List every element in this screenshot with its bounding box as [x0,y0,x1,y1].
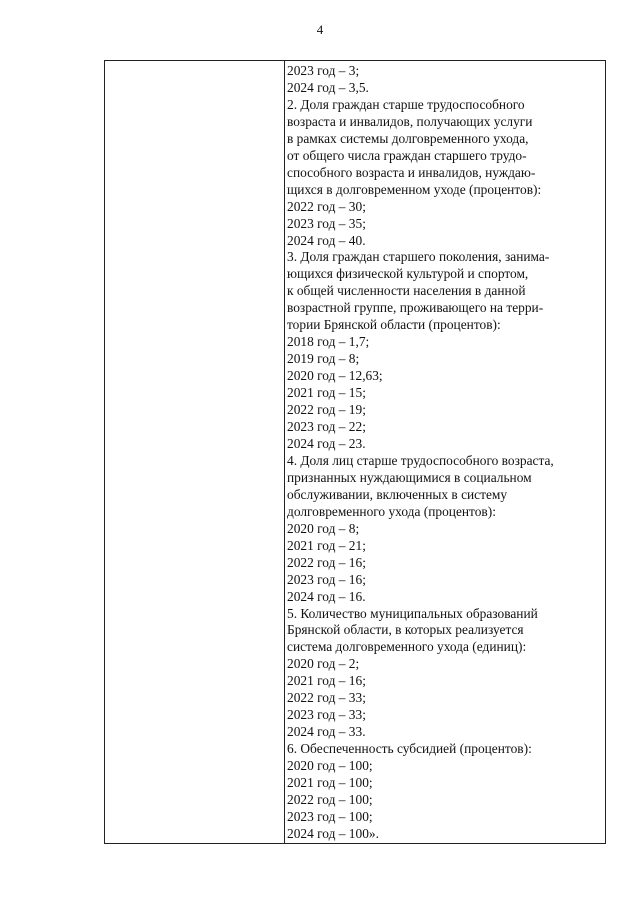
text-line: 2020 год – 8; [287,520,360,536]
text-line: в рамках системы долговременного ухода, [287,130,529,146]
text-line: 2024 год – 3,5. [287,79,369,95]
text-line: 2023 год – 16; [287,571,366,587]
text-line: 6. Обеспеченность субсидией (процентов): [287,741,532,757]
text-line: 5. Количество муниципальных образований [287,605,538,621]
text-line: 3. Доля граждан старшего поколения, занима- [287,249,550,265]
text-line: 2024 год – 23. [287,435,366,451]
text-line: 2022 год – 30; [287,198,366,214]
text-line: 2020 год – 12,63; [287,368,383,384]
document-table [104,60,606,844]
text-line: от общего числа граждан старшего трудо- [287,147,527,163]
text-line: к общей численности населения в данной [287,283,526,299]
text-line: 2023 год – 3; [287,63,360,78]
text-line: 2020 год – 100; [287,758,373,774]
text-line: 2021 год – 100; [287,775,373,791]
text-line: 2023 год – 33; [287,707,366,723]
text-line: возраста и инвалидов, получающих услуги [287,113,533,129]
text-line: 2024 год – 100». [287,825,379,841]
text-line: 2018 год – 1,7; [287,334,370,350]
text-line: Брянской области, в которых реализуется [287,622,524,638]
text-line: признанных нуждающимися в социальном [287,469,532,485]
text-line: 2024 год – 33. [287,724,366,740]
page-number: 4 [316,22,324,37]
text-line: обслуживании, включенных в систему [287,486,508,502]
text-line: ющихся физической культурой и спортом, [287,266,529,282]
text-line: 2020 год – 2; [287,656,360,672]
text-line: тории Брянской области (процентов): [287,317,501,333]
table-cell-right [285,61,605,843]
text-line: система долговременного ухода (единиц): [287,639,527,655]
text-line: способного возраста и инвалидов, нуждаю- [287,164,536,180]
text-line: 2022 год – 100; [287,791,373,807]
text-line: 4. Доля лиц старше трудоспособного возраста, [287,452,554,468]
text-line: 2021 год – 21; [287,537,366,553]
text-line: 2021 год – 16; [287,673,366,689]
text-line: 2023 год – 35; [287,215,366,231]
text-line: 2022 год – 19; [287,402,366,418]
text-line: 2024 год – 40. [287,232,366,248]
text-line: 2. Доля граждан старше трудоспособного [287,96,525,112]
text-line: 2022 год – 33; [287,690,366,706]
text-line: 2022 год – 16; [287,554,366,570]
text-line: 2023 год – 22; [287,419,366,435]
text-line: 2024 год – 16. [287,588,366,604]
text-line: щихся в долговременном уходе (процентов): [287,181,542,197]
text-line: долговременного ухода (процентов): [287,503,496,519]
text-line: возрастной группе, проживающего на терри- [287,300,544,316]
text-line: 2019 год – 8; [287,351,360,367]
table-cell-left [105,61,285,843]
text-line: 2023 год – 100; [287,808,373,824]
text-line: 2021 год – 15; [287,385,366,401]
